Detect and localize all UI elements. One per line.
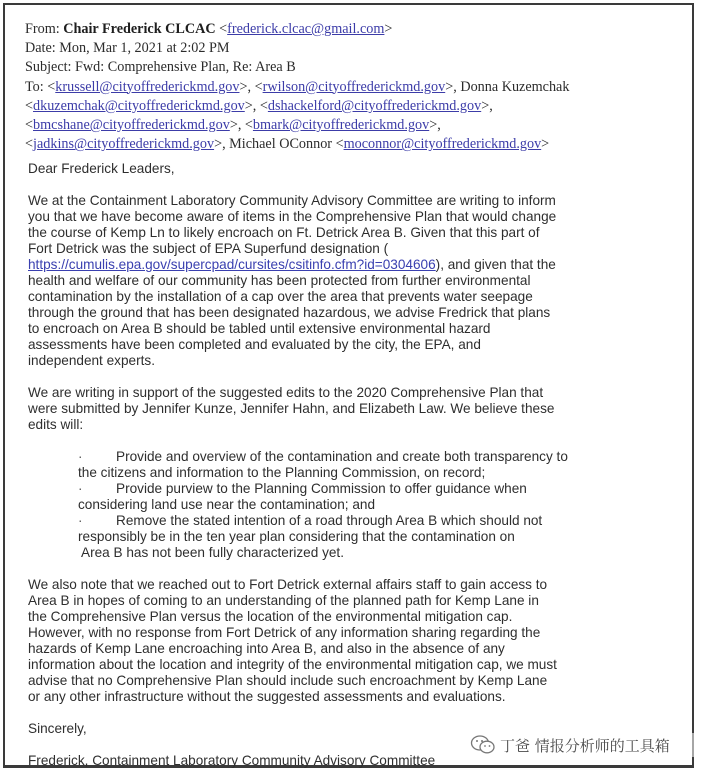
closing: Sincerely,: [28, 721, 87, 736]
text-line: you that we have become aware of items in the Comprehensive Plan that would change: [28, 209, 557, 224]
recipient-email-link[interactable]: bmark@cityoffrederickmd.gov: [252, 117, 430, 134]
text-line: However, with no response from Fort Detrick of any information sharing regarding the: [28, 625, 541, 640]
recipient-name: Michael OConnor: [229, 136, 333, 153]
signature: Frederick, Containment Laboratory Community Advisory Committee: [28, 753, 436, 768]
bullet-item: [28, 513, 678, 529]
recipient-email-link[interactable]: jadkins@cityoffrederickmd.gov: [33, 136, 215, 153]
to-line-3: <bmcshane@cityoffrederickmd.gov>, <bmark@cityoffrederickmd.gov>,: [25, 117, 441, 134]
bullet-text: Provide purview to the Planning Commission to offer guidance when: [116, 481, 527, 496]
text-line: the course of Kemp Ln to likely encroach on Ft. Detrick Area B. Given that this part of: [28, 225, 540, 240]
date-line: [25, 39, 685, 58]
recipient-email-link[interactable]: krussell@cityoffrederickmd.gov: [55, 78, 240, 95]
text-line: information about the location and integrity of the environmental mitigation cap, we must: [28, 657, 557, 672]
to-line-4: <jadkins@cityoffrederickmd.gov>, Michael OConnor <moconnor@cityoffrederickmd.gov>: [25, 136, 550, 153]
bullet-continuation: [28, 545, 678, 561]
bullet-text: Provide and overview of the contamination and create both transparency to: [116, 449, 568, 464]
recipient-email-link[interactable]: moconnor@cityoffrederickmd.gov: [343, 136, 542, 153]
epa-superfund-link[interactable]: https://cumulis.epa.gov/supercpad/cursites/csitinfo.cfm?id=0304606: [28, 257, 436, 272]
text-line: independent experts.: [28, 353, 155, 368]
date-value: Mon, Mar 1, 2021 at 2:02 PM: [59, 40, 230, 57]
paragraph-1: [28, 193, 678, 369]
bullet-continuation: [28, 529, 678, 545]
to-label: To:: [25, 78, 48, 95]
watermark: [470, 733, 715, 757]
text-line: to encroach on Area B should be tabled until extensive environmental hazard: [28, 321, 491, 336]
text-line: were submitted by Jennifer Kunze, Jennifer Hahn, and Elizabeth Law. We believe these: [28, 401, 555, 416]
text-line: contamination by the installation of a cap over the area that prevents water seepage: [28, 289, 533, 304]
text-line: assessments have been completed and evaluated by the city, the EPA, and: [28, 337, 481, 352]
recipient-name: Donna Kuzemchak: [460, 78, 570, 95]
text-line: through the ground that has been designated hazardous, we advise Fredrick that plans: [28, 305, 551, 320]
paragraph-3: [28, 577, 678, 705]
sender-name: Chair Frederick CLCAC: [63, 21, 216, 37]
text-line: [28, 257, 678, 273]
from-label: From:: [25, 21, 64, 37]
text-line: hazards of Kemp Lane encroaching into Area B, and also in the absence of any: [28, 641, 505, 656]
text-line: health and welfare of our community has been protected from further environmental: [28, 273, 531, 288]
recipient-email-link[interactable]: bmcshane@cityoffrederickmd.gov: [33, 117, 230, 134]
bullet-icon: ·: [78, 449, 83, 464]
text-line: We also note that we reached out to Fort Detrick external affairs staff to gain access to: [28, 577, 548, 592]
email-header: [25, 20, 685, 154]
sender-email-link[interactable]: frederick.clcac@gmail.com: [227, 21, 385, 37]
text-line: We at the Containment Laboratory Community Advisory Committee are writing to inform: [28, 193, 556, 208]
bullet-icon: ·: [78, 513, 83, 528]
bullet-text: considering land use near the contamination; and: [78, 497, 375, 512]
salutation: Dear Frederick Leaders,: [28, 161, 175, 176]
text-line: or any other infrastructure without the suggested assessments and evaluations.: [28, 689, 506, 704]
bullet-text: Area B has not been fully characterized yet.: [78, 545, 344, 560]
watermark-text: 丁爸 情报分析师的工具箱: [500, 736, 670, 755]
recipient-email-link[interactable]: dkuzemchak@cityoffrederickmd.gov: [33, 97, 245, 114]
edits-bullet-list: [28, 449, 678, 561]
text-fragment: ), and given that the: [435, 257, 556, 272]
subject-line: [25, 58, 685, 77]
text-line: We are writing in support of the suggested edits to the 2020 Comprehensive Plan that: [28, 385, 544, 400]
bullet-item: [28, 481, 678, 497]
recipient-email-link[interactable]: dshackelford@cityoffrederickmd.gov: [267, 97, 482, 114]
date-label: Date:: [25, 40, 60, 57]
bullet-item: [28, 449, 678, 465]
bullet-icon: ·: [78, 481, 83, 496]
subject-value: Fwd: Comprehensive Plan, Re: Area B: [75, 59, 296, 76]
text-line: advise that no Comprehensive Plan should include such encroachment by Kemp Lane: [28, 673, 548, 688]
text-line: Area B in hopes of coming to an understanding of the planned path for Kemp Lane in: [28, 593, 539, 608]
subject-label: Subject:: [25, 59, 76, 76]
text-line: the Comprehensive Plan versus the location of the environmental mitigation cap.: [28, 609, 513, 624]
to-line-2: <dkuzemchak@cityoffrederickmd.gov>, <dshackelford@cityoffrederickmd.gov>,: [25, 97, 493, 114]
bullet-continuation: [28, 465, 678, 481]
bullet-text: Remove the stated intention of a road through Area B which should not: [116, 513, 543, 528]
wechat-icon: [470, 734, 496, 756]
paragraph-2: [28, 385, 678, 433]
bullet-text: the citizens and information to the Planning Commission, on record;: [78, 465, 486, 480]
from-line: From: Chair Frederick CLCAC <frederick.clcac@gmail.com>: [25, 21, 393, 37]
text-line: Fort Detrick was the subject of EPA Superfund designation (: [28, 241, 389, 256]
recipient-email-link[interactable]: rwilson@cityoffrederickmd.gov: [262, 78, 446, 95]
letter-body: [28, 161, 678, 769]
to-line-1: To: <krussell@cityoffrederickmd.gov>, <rwilson@cityoffrederickmd.gov>, Donna Kuzemchak: [25, 78, 570, 95]
bullet-continuation: [28, 497, 678, 513]
bullet-text: responsibly be in the ten year plan considering that the contamination on: [78, 529, 515, 544]
text-line: edits will:: [28, 417, 84, 432]
